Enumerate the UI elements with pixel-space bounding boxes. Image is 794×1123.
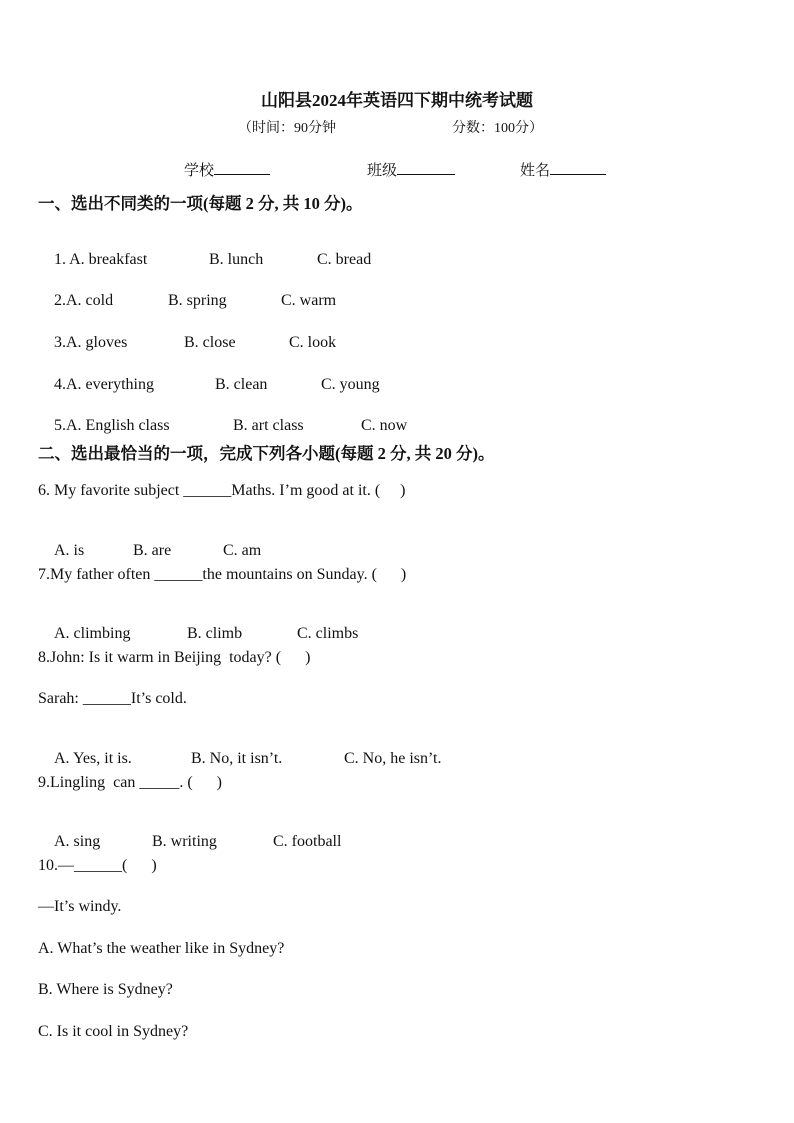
- q9-option-c: C. football: [273, 833, 342, 850]
- name-label: 姓名: [520, 163, 551, 179]
- q9-option-a: A. sing: [54, 833, 101, 850]
- question-10-line2: —It’s windy.: [38, 898, 122, 915]
- question-9: 9.Lingling can _____. ( ): [38, 774, 222, 791]
- q8-option-a: A. Yes, it is.: [54, 750, 132, 767]
- q2-option-a: 2.A. cold: [54, 292, 114, 309]
- school-blank[interactable]: [214, 160, 270, 175]
- q3-option-a: 3.A. gloves: [54, 334, 128, 351]
- q4-option-b: B. clean: [215, 376, 268, 393]
- school-field: [184, 159, 270, 180]
- q5-option-c: C. now: [361, 417, 408, 434]
- q8-option-b: B. No, it isn’t.: [191, 750, 283, 767]
- q2-option-b: B. spring: [168, 292, 227, 309]
- q7-option-c: C. climbs: [297, 625, 359, 642]
- q4-option-c: C. young: [321, 376, 380, 393]
- page-title: 山阳县2024年英语四下期中统考试题: [261, 91, 533, 110]
- exam-time: （时间：90分钟: [238, 121, 336, 136]
- question-8: 8.John: Is it warm in Beijing today? ( ): [38, 649, 311, 666]
- q5-option-a: 5.A. English class: [54, 417, 170, 434]
- question-6: 6. My favorite subject ______Maths. I’m good at it. ( ): [38, 482, 406, 499]
- q2-option-c: C. warm: [281, 292, 337, 309]
- q7-option-b: B. climb: [187, 625, 243, 642]
- class-blank[interactable]: [397, 160, 455, 175]
- q6-option-b: B. are: [133, 542, 172, 559]
- q6-option-a: A. is: [54, 542, 85, 559]
- question-10: 10.—______( ): [38, 857, 157, 874]
- name-blank[interactable]: [550, 160, 606, 175]
- q1-option-c: C. bread: [317, 251, 372, 268]
- q3-option-b: B. close: [184, 334, 236, 351]
- name-field: [520, 159, 606, 180]
- q1-option-b: B. lunch: [209, 251, 264, 268]
- question-7: 7.My father often ______the mountains on Sunday. ( ): [38, 566, 407, 583]
- q5-option-b: B. art class: [233, 417, 304, 434]
- q1-option-a: 1. A. breakfast: [54, 251, 148, 268]
- q8-option-c: C. No, he isn’t.: [344, 750, 442, 767]
- school-label: 学校: [184, 163, 215, 179]
- section2-heading: 二、选出最恰当的一项，完成下列各小题(每题 2 分, 共 20 分)。: [38, 444, 495, 463]
- question-8-line2: Sarah: ______It’s cold.: [38, 690, 187, 707]
- q10-option-c: C. Is it cool in Sydney?: [38, 1023, 189, 1040]
- q4-option-a: 4.A. everything: [54, 376, 154, 393]
- q7-option-a: A. climbing: [54, 625, 131, 642]
- q10-option-a: A. What’s the weather like in Sydney?: [38, 940, 285, 957]
- exam-score: 分数：100分）: [452, 121, 543, 136]
- q9-option-b: B. writing: [152, 833, 217, 850]
- q10-option-b: B. Where is Sydney?: [38, 981, 173, 998]
- class-label: 班级: [367, 163, 398, 179]
- q6-option-c: C. am: [223, 542, 262, 559]
- class-field: [367, 159, 455, 180]
- section1-heading: 一、选出不同类的一项(每题 2 分, 共 10 分)。: [38, 194, 363, 213]
- q3-option-c: C. look: [289, 334, 337, 351]
